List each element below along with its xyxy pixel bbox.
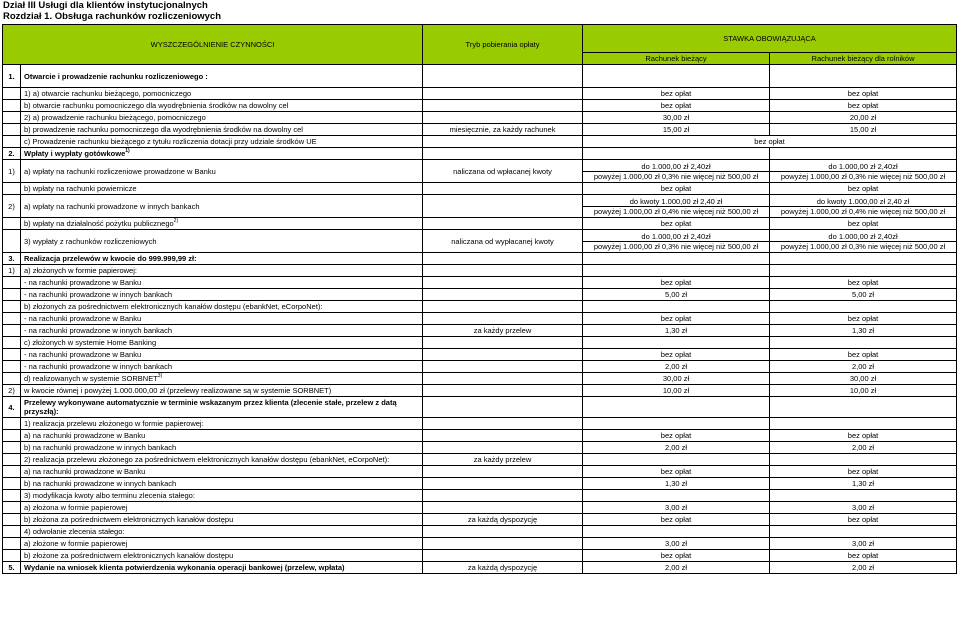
rate-current-account: 30,00 zł [583, 112, 770, 124]
row-text: b) wpłaty na rachunki powiernicze [24, 184, 137, 193]
row-number: 3. [3, 253, 21, 265]
fee-mode: za każdą dyspozycję [423, 514, 583, 526]
rate-farmer-account [770, 265, 957, 277]
row-number [3, 349, 21, 361]
row-description [21, 301, 423, 313]
table-row [3, 65, 957, 88]
table-row [3, 289, 957, 301]
fee-mode: naliczana od wpłacanej kwoty [423, 160, 583, 183]
header-rate: STAWKA OBOWIĄZUJĄCA [583, 25, 957, 53]
row-description [21, 454, 423, 466]
fee-mode [423, 526, 583, 538]
rate-line: powyżej 1.000,00 zł 0,3% nie więcej niż 500,00 zł [583, 241, 769, 251]
rate-current-account [583, 301, 770, 313]
row-description [21, 230, 423, 253]
row-description [21, 430, 423, 442]
row-number [3, 418, 21, 430]
header-farmer-account: Rachunek bieżący dla rolników [770, 53, 957, 65]
fee-mode [423, 301, 583, 313]
table-row [3, 230, 957, 253]
row-number [3, 538, 21, 550]
row-text: 3) modyfikacja kwoty albo terminu zlecenia stałego: [24, 491, 195, 500]
row-description [21, 218, 423, 230]
row-text: 3) wypłaty z rachunków rozliczeniowych [24, 236, 157, 246]
rate-farmer-account: bez opłat [770, 218, 957, 230]
rate-farmer-account: bez opłat [770, 430, 957, 442]
rate-line: powyżej 1.000,00 zł 0,4% nie więcej niż 500,00 zł [583, 206, 769, 216]
row-description [21, 325, 423, 337]
table-row [3, 301, 957, 313]
table-row [3, 385, 957, 397]
rate-current-account: bez opłat [583, 183, 770, 195]
row-description [21, 148, 423, 160]
row-description [21, 373, 423, 385]
fee-mode [423, 430, 583, 442]
rate-farmer-account: bez opłat [770, 349, 957, 361]
row-text: - na rachunki prowadzone w Banku [24, 314, 142, 323]
rate-current-account: 15,00 zł [583, 124, 770, 136]
row-number [3, 526, 21, 538]
rate-farmer-account [770, 418, 957, 430]
rate-current-account: bez opłat [583, 88, 770, 100]
table-row [3, 183, 957, 195]
row-number: 1. [3, 65, 21, 88]
row-description [21, 112, 423, 124]
row-text: a) złożonych w formie papierowej: [24, 266, 137, 275]
table-row [3, 277, 957, 289]
row-text: Wpłaty i wypłaty gotówkowe [24, 149, 126, 158]
fee-mode [423, 65, 583, 88]
rate-current-account: bez opłat [583, 277, 770, 289]
rate-current-account [583, 454, 770, 466]
table-row [3, 454, 957, 466]
footnote-mark: 3) [157, 373, 163, 379]
row-description [21, 136, 423, 148]
table-row [3, 550, 957, 562]
fee-mode [423, 136, 583, 148]
rate-farmer-account [770, 490, 957, 502]
row-description [21, 88, 423, 100]
rate-line: do kwoty 1.000,00 zł 2,40 zł [629, 196, 723, 206]
row-number [3, 502, 21, 514]
table-row [3, 442, 957, 454]
table-row [3, 337, 957, 349]
rate-farmer-account: 10,00 zł [770, 385, 957, 397]
row-description [21, 124, 423, 136]
row-number [3, 361, 21, 373]
fee-mode [423, 100, 583, 112]
rate-current-account: bez opłat [583, 349, 770, 361]
table-row [3, 313, 957, 325]
row-text: b) złożonych za pośrednictwem elektronicznych kanałów dostępu (ebankNet, eCorpoNet): [24, 302, 323, 311]
row-number: 1) [3, 265, 21, 277]
rate-farmer-account: 5,00 zł [770, 289, 957, 301]
rate-current-account: 3,00 zł [583, 538, 770, 550]
table-row [3, 218, 957, 230]
row-text: 2) realizacja przelewu złożonego za pośrednictwem elektronicznych kanałów dostępu (ebankNet, eCorpoNet): [24, 455, 390, 464]
rate-farmer-account [770, 301, 957, 313]
row-description [21, 289, 423, 301]
row-text: a) złożona w formie papierowej [24, 503, 128, 512]
fee-mode [423, 88, 583, 100]
row-text: b) otwarcie rachunku pomocniczego dla wyodrębnienia środków na dowolny cel [24, 101, 289, 110]
row-text: a) złożone w formie papierowej [24, 539, 128, 548]
row-text: w kwocie równej i powyżej 1.000.000,00 zł (przelewy realizowane są w systemie SORBNET) [24, 386, 332, 395]
fee-mode [423, 265, 583, 277]
chapter-title: Rozdział 1. Obsługa rachunków rozliczeniowych [3, 11, 222, 22]
rate-farmer-account: 3,00 zł [770, 502, 957, 514]
rate-line: do kwoty 1.000,00 zł 2,40 zł [816, 196, 910, 206]
fee-mode [423, 349, 583, 361]
fee-table [2, 24, 957, 574]
fee-mode [423, 289, 583, 301]
row-description [21, 277, 423, 289]
row-description [21, 397, 423, 418]
row-text: b) prowadzenie rachunku pomocniczego dla wyodrębnienia środków na dowolny cel [24, 125, 303, 134]
table-row [3, 373, 957, 385]
rate-current-account: 5,00 zł [583, 289, 770, 301]
row-text: a) na rachunki prowadzone w Banku [24, 467, 146, 476]
page-title: Dział III Usługi dla klientów instytucjonalnych [3, 0, 208, 11]
rate-current-account [583, 65, 770, 88]
fee-mode [423, 277, 583, 289]
row-number [3, 313, 21, 325]
table-row [3, 478, 957, 490]
row-number: 2) [3, 385, 21, 397]
row-description [21, 100, 423, 112]
row-number [3, 337, 21, 349]
row-description [21, 253, 423, 265]
row-number: 2) [3, 195, 21, 218]
rate-current-account [583, 253, 770, 265]
rate-farmer-account: bez opłat [770, 100, 957, 112]
rate-line: powyżej 1.000,00 zł 0,3% nie więcej niż 500,00 zł [583, 171, 769, 181]
row-text: Otwarcie i prowadzenie rachunku rozliczeniowego : [24, 71, 208, 81]
row-number [3, 454, 21, 466]
rate-current-account [583, 195, 770, 218]
row-description [21, 195, 423, 218]
row-number [3, 430, 21, 442]
fee-mode: za każdy przelew [423, 454, 583, 466]
rate-farmer-account [770, 160, 957, 183]
row-number [3, 112, 21, 124]
fee-mode: naliczana od wypłacanej kwoty [423, 230, 583, 253]
rate-both-accounts: bez opłat [583, 136, 957, 148]
rate-farmer-account: 2,00 zł [770, 562, 957, 574]
rate-current-account: 2,00 zł [583, 562, 770, 574]
table-row [3, 195, 957, 218]
rate-current-account: bez opłat [583, 218, 770, 230]
fee-mode [423, 148, 583, 160]
rate-farmer-account: 1,30 zł [770, 478, 957, 490]
rate-farmer-account: 15,00 zł [770, 124, 957, 136]
rate-farmer-account: bez opłat [770, 88, 957, 100]
fee-mode [423, 195, 583, 218]
row-text: b) złożona za pośrednictwem elektronicznych kanałów dostępu [24, 515, 234, 524]
header-current-account: Rachunek bieżący [583, 53, 770, 65]
rate-farmer-account [770, 397, 957, 418]
rate-current-account: bez opłat [583, 466, 770, 478]
row-description [21, 466, 423, 478]
row-description [21, 478, 423, 490]
table-row [3, 349, 957, 361]
rate-current-account [583, 526, 770, 538]
row-description [21, 361, 423, 373]
rate-current-account [583, 265, 770, 277]
row-number [3, 301, 21, 313]
rate-farmer-account: bez opłat [770, 313, 957, 325]
rate-current-account: 2,00 zł [583, 361, 770, 373]
row-description [21, 502, 423, 514]
row-text: d) realizowanych w systemie SORBNET [24, 374, 158, 383]
rate-current-account: 1,30 zł [583, 325, 770, 337]
row-description [21, 526, 423, 538]
rate-farmer-account: 20,00 zł [770, 112, 957, 124]
rate-current-account: 30,00 zł [583, 373, 770, 385]
table-row [3, 136, 957, 148]
fee-mode: za każdą dyspozycję [423, 562, 583, 574]
rate-farmer-account [770, 253, 957, 265]
row-description [21, 490, 423, 502]
row-number [3, 514, 21, 526]
rate-farmer-account: 3,00 zł [770, 538, 957, 550]
row-description [21, 313, 423, 325]
row-text: - na rachunki prowadzone w Banku [24, 278, 142, 287]
rate-farmer-account [770, 337, 957, 349]
rate-line: do 1.000,00 zł 2,40zł [828, 161, 898, 171]
header-mode: Tryb pobierania opłaty [423, 25, 583, 65]
header-activity: WYSZCZEGÓLNIENIE CZYNNOŚCI [3, 25, 423, 65]
row-description [21, 337, 423, 349]
rate-farmer-account: bez opłat [770, 466, 957, 478]
row-number [3, 550, 21, 562]
rate-current-account: 1,30 zł [583, 478, 770, 490]
table-row [3, 397, 957, 418]
rate-current-account [583, 230, 770, 253]
rate-line: powyżej 1.000,00 zł 0,4% nie więcej niż 500,00 zł [770, 206, 956, 216]
table-row [3, 526, 957, 538]
rate-current-account [583, 418, 770, 430]
fee-mode [423, 183, 583, 195]
row-text: Realizacja przelewów w kwocie do 999.999,99 zł: [24, 254, 197, 263]
row-description [21, 265, 423, 277]
fee-mode [423, 361, 583, 373]
row-number [3, 277, 21, 289]
row-number [3, 136, 21, 148]
table-row [3, 418, 957, 430]
row-description [21, 65, 423, 88]
table-row [3, 160, 957, 183]
rate-line: powyżej 1.000,00 zł 0,3% nie więcej niż 500,00 zł [770, 241, 956, 251]
row-description [21, 349, 423, 361]
row-text: a) wpłaty na rachunki rozliczeniowe prowadzone w Banku [24, 166, 216, 176]
fee-mode [423, 466, 583, 478]
rate-current-account [583, 148, 770, 160]
rate-farmer-account: 30,00 zł [770, 373, 957, 385]
rate-current-account: bez opłat [583, 514, 770, 526]
rate-farmer-account: 2,00 zł [770, 361, 957, 373]
rate-current-account [583, 160, 770, 183]
row-number: 2. [3, 148, 21, 160]
row-text: 4) odwołanie zlecenia stałego: [24, 527, 125, 536]
rate-farmer-account [770, 195, 957, 218]
rate-line: do 1.000,00 zł 2,40zł [641, 161, 711, 171]
table-row [3, 361, 957, 373]
rate-farmer-account [770, 65, 957, 88]
rate-current-account: 10,00 zł [583, 385, 770, 397]
table-row [3, 562, 957, 574]
fee-mode: miesięcznie, za każdy rachunek [423, 124, 583, 136]
row-text-continued: przyszłą): [24, 407, 59, 416]
row-description [21, 418, 423, 430]
rate-current-account: bez opłat [583, 550, 770, 562]
fee-mode: za każdy przelew [423, 325, 583, 337]
fee-mode [423, 253, 583, 265]
row-description [21, 562, 423, 574]
row-number [3, 442, 21, 454]
row-number [3, 230, 21, 253]
row-number [3, 478, 21, 490]
table-row [3, 148, 957, 160]
fee-mode [423, 313, 583, 325]
rate-current-account [583, 490, 770, 502]
rate-line: do 1.000,00 zł 2,40zł [641, 231, 711, 241]
rate-farmer-account [770, 454, 957, 466]
row-description [21, 385, 423, 397]
row-text: - na rachunki prowadzone w innych bankach [24, 290, 173, 299]
table-row [3, 466, 957, 478]
table-row [3, 325, 957, 337]
rate-farmer-account [770, 148, 957, 160]
row-text: c) Prowadzenie rachunku bieżącego z tytułu rozliczenia dotacji przy udziale środków UE [24, 137, 317, 146]
row-number [3, 289, 21, 301]
row-description [21, 514, 423, 526]
row-text: b) złożone za pośrednictwem elektronicznych kanałów dostępu [24, 551, 234, 560]
row-text: Przelewy wykonywane automatycznie w terminie wskazanym przez klienta (zlecenie stałe, przelew z datą [24, 398, 397, 407]
table-row [3, 100, 957, 112]
rate-line: do 1.000,00 zł 2,40zł [828, 231, 898, 241]
row-number [3, 218, 21, 230]
row-number [3, 325, 21, 337]
row-text: 1) realizacja przelewu złożonego w formie papierowej: [24, 419, 204, 428]
fee-mode [423, 490, 583, 502]
row-description [21, 183, 423, 195]
fee-table-body [3, 65, 957, 574]
row-number [3, 466, 21, 478]
table-row [3, 502, 957, 514]
row-number: 5. [3, 562, 21, 574]
row-text: b) na rachunki prowadzone w innych bankach [24, 443, 177, 452]
table-row [3, 430, 957, 442]
row-number [3, 183, 21, 195]
row-text: Wydanie na wniosek klienta potwierdzenia wykonania operacji bankowej (przelew, wpłata) [24, 563, 345, 572]
rate-current-account [583, 397, 770, 418]
row-number [3, 124, 21, 136]
row-text: - na rachunki prowadzone w innych bankach [24, 326, 173, 335]
rate-current-account: 3,00 zł [583, 502, 770, 514]
footnote-mark: 1) [125, 148, 130, 154]
table-row [3, 538, 957, 550]
row-text: a) wpłaty na rachunki prowadzone w innych bankach [24, 201, 200, 211]
rate-current-account [583, 337, 770, 349]
row-number [3, 88, 21, 100]
rate-current-account: bez opłat [583, 100, 770, 112]
rate-farmer-account: 1,30 zł [770, 325, 957, 337]
row-description [21, 160, 423, 183]
table-row [3, 124, 957, 136]
fee-mode [423, 385, 583, 397]
rate-farmer-account: 2,00 zł [770, 442, 957, 454]
row-description [21, 442, 423, 454]
row-number [3, 490, 21, 502]
rate-farmer-account [770, 230, 957, 253]
row-text: b) na rachunki prowadzone w innych bankach [24, 479, 177, 488]
rate-line: powyżej 1.000,00 zł 0,3% nie więcej niż 500,00 zł [770, 171, 956, 181]
row-text: - na rachunki prowadzone w innych bankach [24, 362, 173, 371]
rate-farmer-account: bez opłat [770, 277, 957, 289]
fee-mode [423, 337, 583, 349]
table-row [3, 88, 957, 100]
row-number: 1) [3, 160, 21, 183]
row-text: - na rachunki prowadzone w Banku [24, 350, 142, 359]
rate-current-account: bez opłat [583, 313, 770, 325]
row-description [21, 550, 423, 562]
footnote-mark: 2) [173, 218, 179, 224]
row-text: c) złożonych w systemie Home Banking [24, 338, 157, 347]
rate-farmer-account: bez opłat [770, 183, 957, 195]
row-number [3, 100, 21, 112]
row-text: 2) a) prowadzenie rachunku bieżącego, pomocniczego [24, 113, 206, 122]
rate-current-account: 2,00 zł [583, 442, 770, 454]
rate-farmer-account: bez opłat [770, 550, 957, 562]
fee-mode [423, 218, 583, 230]
row-text: 1) a) otwarcie rachunku bieżącego, pomocniczego [24, 89, 192, 98]
row-number: 4. [3, 397, 21, 418]
fee-mode [423, 442, 583, 454]
fee-mode [423, 112, 583, 124]
row-text: a) na rachunki prowadzone w Banku [24, 431, 146, 440]
table-row [3, 253, 957, 265]
fee-mode [423, 502, 583, 514]
rate-farmer-account [770, 526, 957, 538]
table-row [3, 265, 957, 277]
row-text: b) wpłaty na działalność pożytku publicznego [24, 219, 174, 228]
fee-mode [423, 373, 583, 385]
fee-mode [423, 418, 583, 430]
row-number [3, 373, 21, 385]
rate-farmer-account: bez opłat [770, 514, 957, 526]
fee-mode [423, 397, 583, 418]
fee-mode [423, 538, 583, 550]
row-description [21, 538, 423, 550]
table-row [3, 112, 957, 124]
fee-mode [423, 478, 583, 490]
table-row [3, 490, 957, 502]
fee-mode [423, 550, 583, 562]
table-row [3, 514, 957, 526]
rate-current-account: bez opłat [583, 430, 770, 442]
